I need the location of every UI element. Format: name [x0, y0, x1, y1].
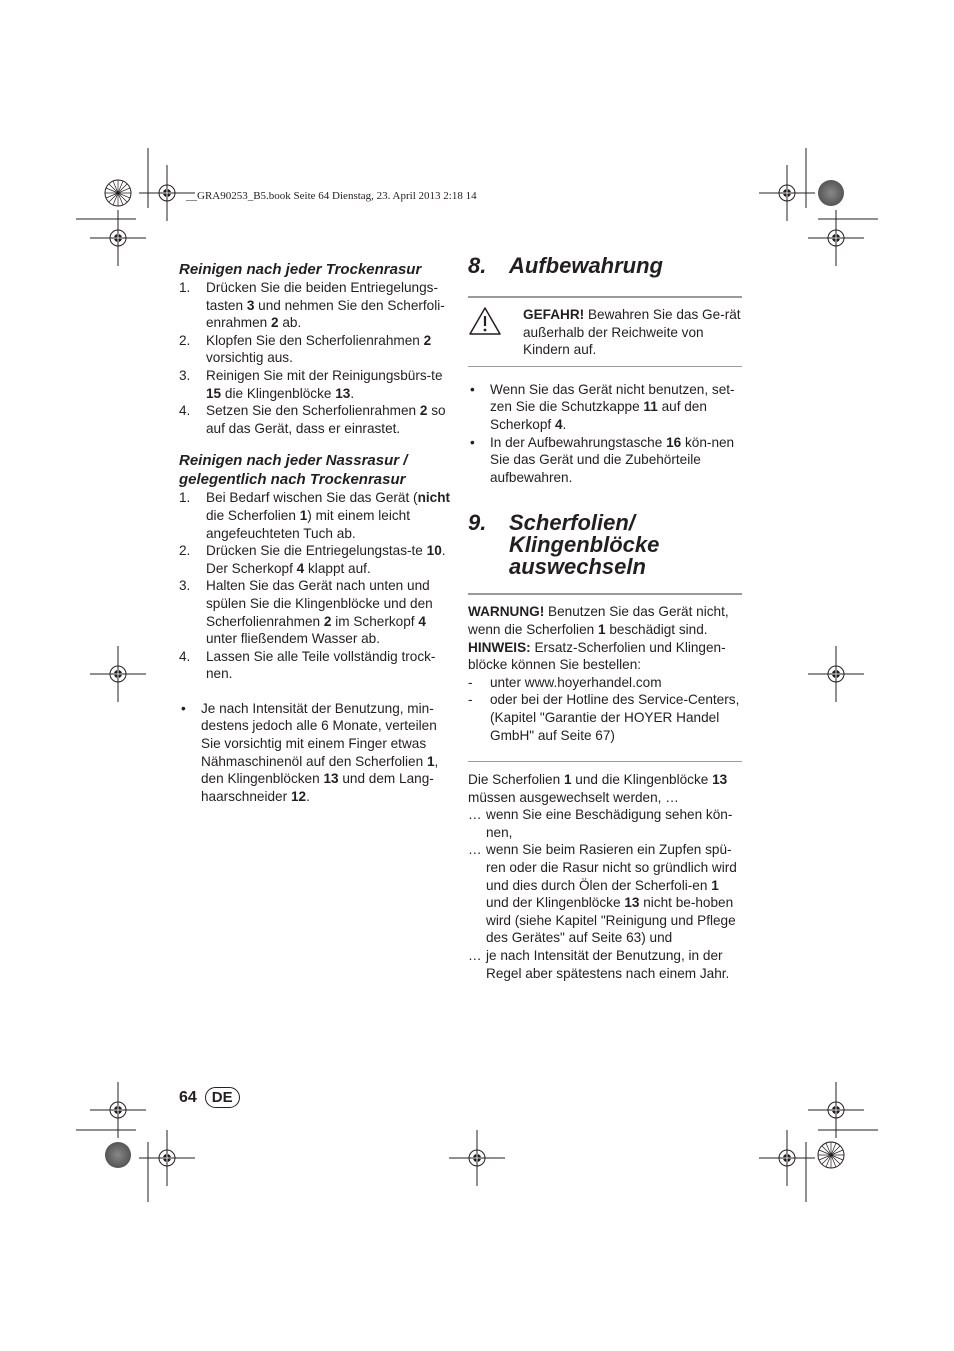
replace-conditions	[468, 806, 742, 982]
crosshair-icon	[90, 646, 146, 702]
replace-intro: Die Scherfolien 1 und die Klingenblöcke 13 müssen ausgewechselt werden, …	[468, 772, 728, 805]
hint-notice: HINWEIS: Ersatz-Scherfolien und Klingen-blöcke können Sie bestellen:	[468, 639, 726, 673]
wet-cleaning-steps	[179, 489, 451, 683]
dry-cleaning-heading: Reinigen nach jeder Trockenrasur	[179, 261, 422, 278]
wet-cleaning-heading: Reinigen nach jeder Nassrasur / gelegentlich nach Trockenrasur	[179, 452, 408, 489]
warning-triangle-icon	[468, 306, 502, 336]
crosshair-icon	[808, 210, 864, 266]
list-item: … wenn Sie beim Rasieren ein Zupfen spü-ren oder die Rasur nicht so gründlich wird und dies durch Ölen der Scherfoli-en 1 und der Klingenblöcke 13 nicht be-hoben wird (siehe Kapitel "Reinigung und Pflege des Gerätes" auf Seite 63) und	[468, 841, 742, 947]
dry-cleaning-steps	[179, 279, 451, 437]
list-item: • Wenn Sie das Gerät nicht benutzen, set-zen Sie die Schutzkappe 11 auf den Scherkopf 4.	[468, 381, 742, 434]
order-options	[468, 674, 742, 744]
crosshair-icon	[759, 1130, 815, 1186]
list-item: 1. Bei Bedarf wischen Sie das Gerät (nicht die Scherfolien 1) mit einem leicht angefeuchteten Tuch ab.	[179, 490, 451, 541]
list-item: 1. Drücken Sie die beiden Entriegelungs-tasten 3 und nehmen Sie den Scherfoli-enrahmen 2 ab.	[179, 280, 445, 331]
danger-notice: GEFAHR! Bewahren Sie das Ge-rät außerhalb der Reichweite von Kindern auf.	[468, 298, 742, 367]
section-8-heading: 8. Aufbewahrung	[468, 253, 663, 278]
list-item: 3. Halten Sie das Gerät nach unten und spülen Sie die Klingenblöcke und den Scherfolienrahmen 2 im Scherkopf 4 unter fließendem Wasser ab.	[179, 578, 433, 647]
crosshair-icon	[139, 1130, 195, 1186]
list-item: 4. Setzen Sie den Scherfolienrahmen 2 so auf das Gerät, dass er einrastet.	[179, 403, 446, 436]
page-number: 64	[179, 1088, 197, 1106]
registration-dot-icon	[105, 1142, 131, 1168]
list-item: • Je nach Intensität der Benutzung, min-destens jedoch alle 6 Monate, verteilen Sie vorsichtig mit einem Finger etwas Nähmaschinenöl auf den Scherfolien 1, den Klingenblöcken 13 und dem Lang-haarschneider 12.	[179, 700, 451, 806]
list-item: 2. Drücken Sie die Entriegelungstas-te 10. Der Scherkopf 4 klappt auf.	[179, 543, 446, 576]
warning-notice: WARNUNG! Benutzen Sie das Gerät nicht, wenn die Scherfolien 1 beschädigt sind.	[468, 604, 729, 637]
list-item: • In der Aufbewahrungstasche 16 kön-nen Sie das Gerät und die Zubehörteile aufbewahren.	[468, 434, 742, 487]
crosshair-icon	[759, 165, 815, 221]
language-badge: DE	[205, 1087, 240, 1108]
left-column	[179, 260, 451, 805]
list-item: … je nach Intensität der Benutzung, in der Regel aber spätestens nach einem Jahr.	[468, 947, 742, 982]
storage-bullets	[468, 381, 742, 487]
list-item: … wenn Sie eine Beschädigung sehen kön-nen,	[468, 806, 742, 841]
list-item: 2. Klopfen Sie den Scherfolienrahmen 2 vorsichtig aus.	[179, 332, 432, 366]
registration-dot-icon	[818, 180, 844, 206]
right-column	[468, 255, 742, 982]
crosshair-icon	[808, 646, 864, 702]
list-item: 4. Lassen Sie alle Teile vollständig trock-nen.	[179, 648, 436, 682]
list-item: - unter www.hoyerhandel.com	[468, 674, 742, 692]
crosshair-icon	[90, 210, 146, 266]
section-9-heading: 9. Scherfolien/ Klingenblöcke auswechseln	[468, 510, 660, 580]
print-header: __GRA90253_B5.book Seite 64 Dienstag, 23. April 2013 2:18 14	[186, 190, 477, 202]
oil-bullet-list	[179, 700, 451, 806]
page-footer	[179, 1087, 240, 1108]
list-item: 3. Reinigen Sie mit der Reinigungsbürs-te 15 die Klingenblöcke 13.	[179, 367, 443, 401]
registration-star-icon	[105, 180, 131, 206]
list-item: - oder bei der Hotline des Service-Centers, (Kapitel "Garantie der HOYER Handel GmbH" auf Seite 67)	[468, 691, 742, 744]
registration-star-icon	[818, 1142, 844, 1168]
crosshair-icon	[449, 1130, 505, 1186]
